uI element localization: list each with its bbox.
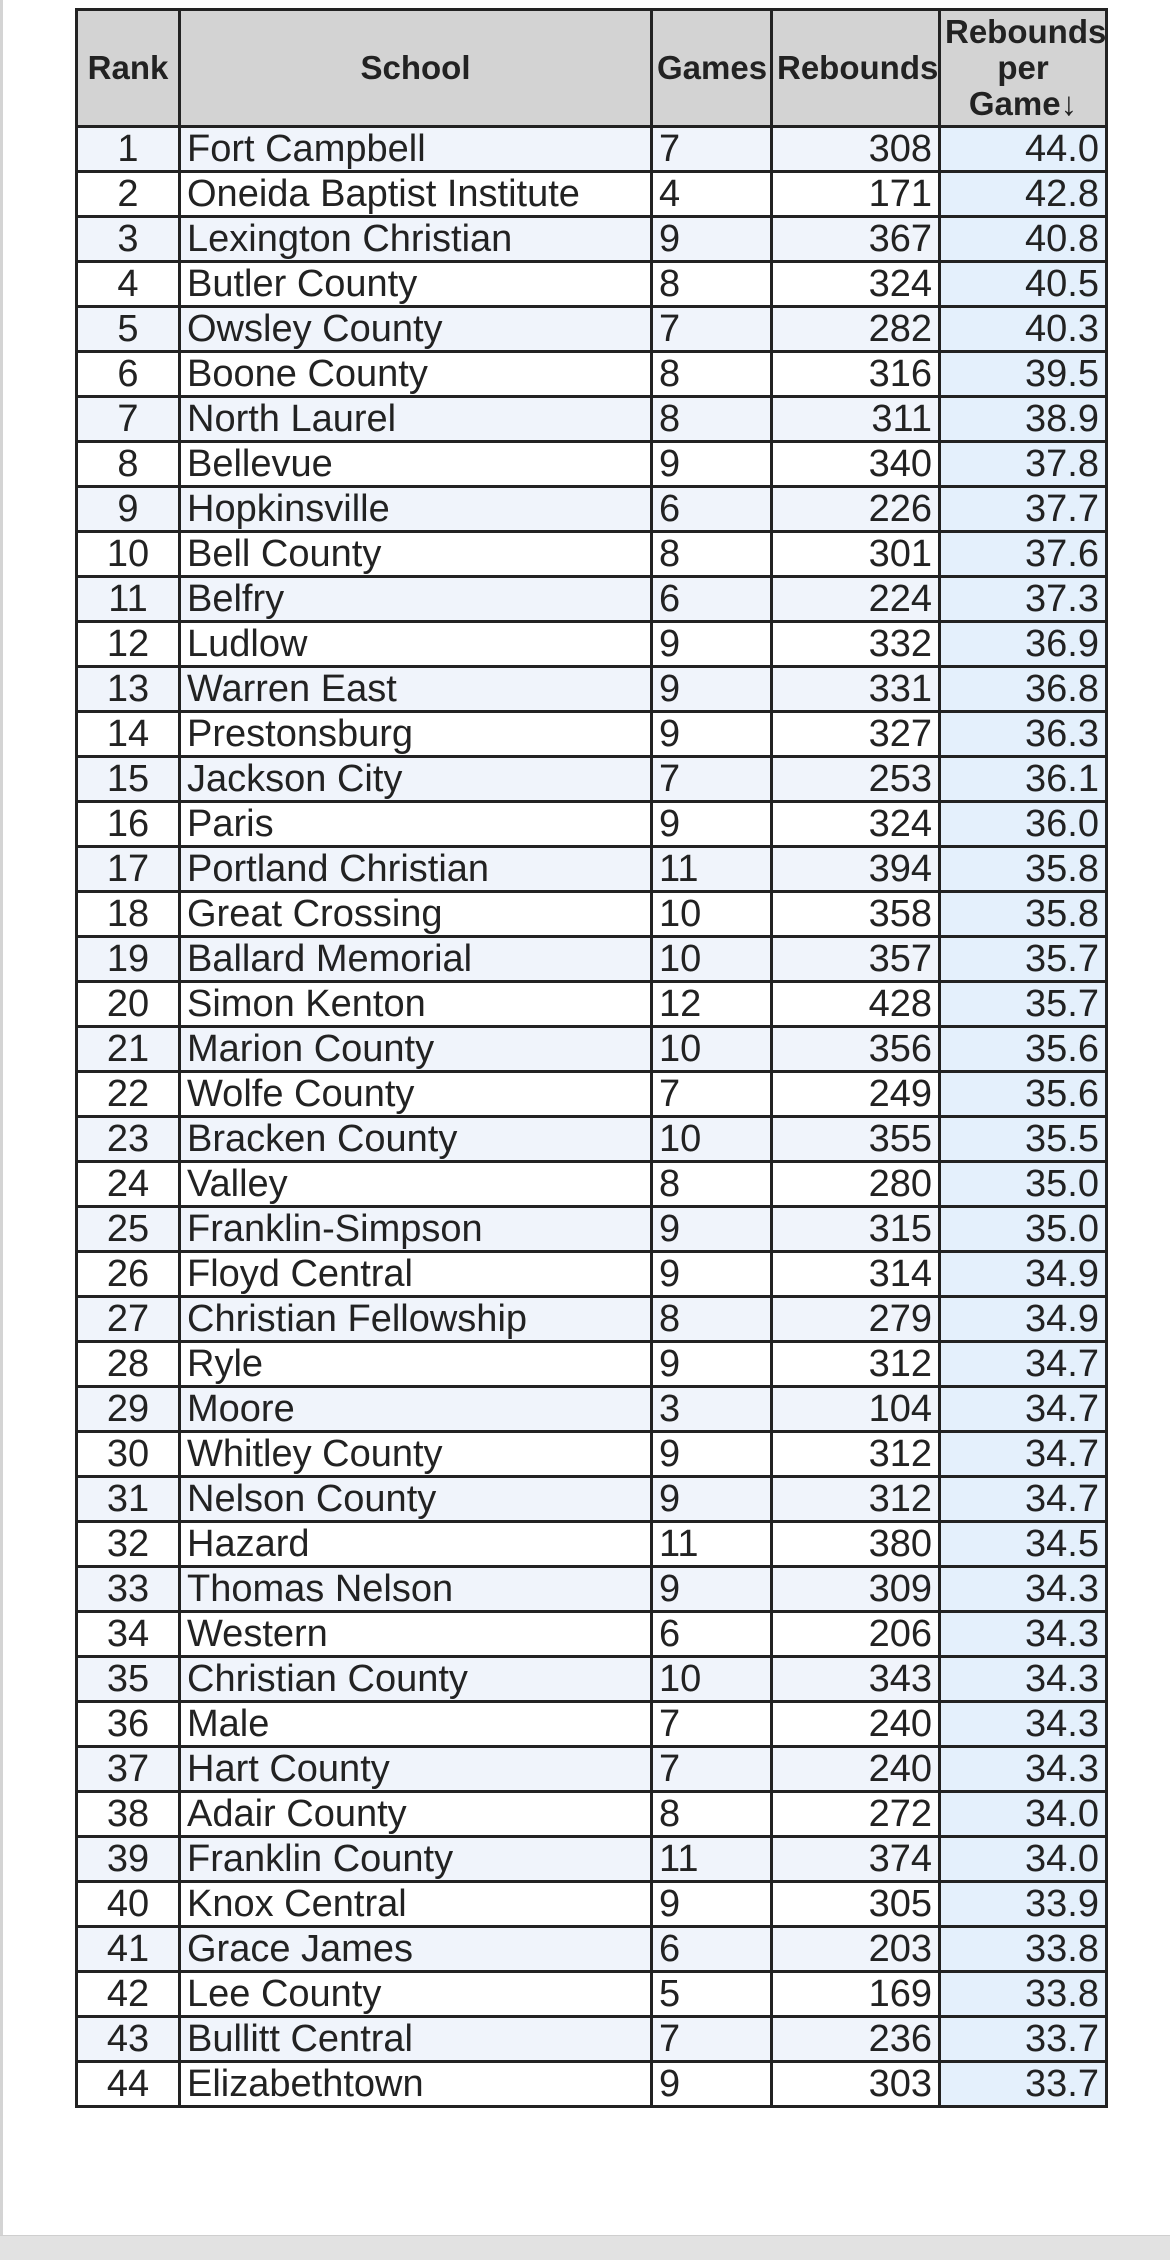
cell-rank: 8 [77,442,180,487]
table-row [77,1927,1107,1972]
cell-rpg: 35.7 [940,937,1107,982]
cell-rpg: 34.7 [940,1432,1107,1477]
cell-rpg: 35.7 [940,982,1107,1027]
header-games[interactable]: Games [652,10,772,127]
cell-rpg: 35.5 [940,1117,1107,1162]
table-row [77,1072,1107,1117]
cell-rank: 10 [77,532,180,577]
cell-rebounds: 343 [772,1657,940,1702]
cell-games: 9 [652,622,772,667]
cell-games: 11 [652,1522,772,1567]
cell-rebounds: 394 [772,847,940,892]
table-row [77,577,1107,622]
cell-rank: 1 [77,127,180,172]
table-row [77,847,1107,892]
table-row [77,982,1107,1027]
table-row [77,397,1107,442]
table-row [77,1342,1107,1387]
cell-rpg: 40.3 [940,307,1107,352]
header-rpg-line-2: per [997,49,1049,86]
cell-rebounds: 315 [772,1207,940,1252]
table-row [77,802,1107,847]
cell-rebounds: 224 [772,577,940,622]
cell-school: Lexington Christian [180,217,652,262]
cell-rpg: 42.8 [940,172,1107,217]
cell-school: Grace James [180,1927,652,1972]
cell-rank: 15 [77,757,180,802]
header-rank[interactable]: Rank [77,10,180,127]
cell-rebounds: 236 [772,2017,940,2062]
cell-rpg: 33.7 [940,2017,1107,2062]
table-row [77,1747,1107,1792]
table-row [77,1882,1107,1927]
cell-school: Owsley County [180,307,652,352]
cell-rank: 29 [77,1387,180,1432]
table-row [77,937,1107,982]
rebounds-table [75,8,1108,2108]
cell-rank: 9 [77,487,180,532]
cell-rpg: 34.5 [940,1522,1107,1567]
cell-school: Great Crossing [180,892,652,937]
cell-rpg: 40.8 [940,217,1107,262]
cell-games: 3 [652,1387,772,1432]
cell-rank: 33 [77,1567,180,1612]
cell-rank: 6 [77,352,180,397]
cell-school: Wolfe County [180,1072,652,1117]
cell-rpg: 37.8 [940,442,1107,487]
cell-rpg: 38.9 [940,397,1107,442]
cell-school: Franklin-Simpson [180,1207,652,1252]
cell-school: Christian County [180,1657,652,1702]
cell-school: Bracken County [180,1117,652,1162]
cell-rank: 7 [77,397,180,442]
cell-school: Elizabethtown [180,2062,652,2107]
cell-rpg: 37.6 [940,532,1107,577]
cell-games: 9 [652,802,772,847]
cell-games: 9 [652,1252,772,1297]
cell-school: Paris [180,802,652,847]
cell-games: 10 [652,937,772,982]
table-row [77,622,1107,667]
cell-school: Male [180,1702,652,1747]
table-row [77,172,1107,217]
cell-rebounds: 280 [772,1162,940,1207]
cell-rpg: 37.3 [940,577,1107,622]
cell-school: North Laurel [180,397,652,442]
cell-rebounds: 314 [772,1252,940,1297]
table-row [77,892,1107,937]
cell-games: 6 [652,1927,772,1972]
cell-rank: 11 [77,577,180,622]
cell-rebounds: 279 [772,1297,940,1342]
table-row [77,1972,1107,2017]
cell-rank: 32 [77,1522,180,1567]
cell-games: 7 [652,1072,772,1117]
header-school[interactable]: School [180,10,652,127]
cell-rebounds: 308 [772,127,940,172]
cell-rebounds: 374 [772,1837,940,1882]
cell-rank: 19 [77,937,180,982]
cell-games: 10 [652,1657,772,1702]
cell-games: 11 [652,847,772,892]
table-row [77,442,1107,487]
cell-games: 9 [652,667,772,712]
cell-rpg: 35.0 [940,1162,1107,1207]
cell-games: 7 [652,2017,772,2062]
cell-rpg: 34.9 [940,1297,1107,1342]
table-row [77,532,1107,577]
table-row [77,667,1107,712]
cell-games: 8 [652,1162,772,1207]
cell-rank: 26 [77,1252,180,1297]
cell-rpg: 34.3 [940,1747,1107,1792]
cell-school: Fort Campbell [180,127,652,172]
table-row [77,712,1107,757]
table-row [77,1432,1107,1477]
cell-games: 9 [652,1477,772,1522]
table-row [77,1567,1107,1612]
cell-rebounds: 428 [772,982,940,1027]
cell-games: 9 [652,442,772,487]
cell-rpg: 34.3 [940,1657,1107,1702]
cell-school: Ballard Memorial [180,937,652,982]
cell-school: Hazard [180,1522,652,1567]
cell-rebounds: 357 [772,937,940,982]
cell-rank: 38 [77,1792,180,1837]
cell-rank: 31 [77,1477,180,1522]
cell-rank: 14 [77,712,180,757]
cell-rebounds: 309 [772,1567,940,1612]
table-row [77,1027,1107,1072]
cell-rank: 44 [77,2062,180,2107]
table-body [77,127,1107,2107]
cell-rank: 37 [77,1747,180,1792]
cell-school: Oneida Baptist Institute [180,172,652,217]
table-row [77,1657,1107,1702]
cell-school: Bell County [180,532,652,577]
cell-games: 8 [652,352,772,397]
cell-rpg: 36.0 [940,802,1107,847]
cell-rank: 25 [77,1207,180,1252]
cell-games: 6 [652,1612,772,1657]
header-rebounds[interactable]: Rebounds [772,10,940,127]
cell-games: 8 [652,1792,772,1837]
cell-rank: 23 [77,1117,180,1162]
table-row [77,352,1107,397]
cell-rank: 22 [77,1072,180,1117]
table-row [77,1702,1107,1747]
cell-rpg: 34.9 [940,1252,1107,1297]
cell-school: Prestonsburg [180,712,652,757]
cell-rebounds: 340 [772,442,940,487]
table-row [77,2062,1107,2107]
cell-school: Belfry [180,577,652,622]
cell-games: 9 [652,1567,772,1612]
cell-games: 7 [652,127,772,172]
cell-rpg: 34.0 [940,1837,1107,1882]
cell-rank: 12 [77,622,180,667]
cell-games: 7 [652,1702,772,1747]
cell-school: Floyd Central [180,1252,652,1297]
cell-school: Butler County [180,262,652,307]
cell-school: Whitley County [180,1432,652,1477]
cell-rank: 30 [77,1432,180,1477]
cell-school: Portland Christian [180,847,652,892]
cell-rpg: 35.6 [940,1072,1107,1117]
table-row [77,1612,1107,1657]
cell-rebounds: 367 [772,217,940,262]
cell-games: 6 [652,487,772,532]
table-header-row [77,10,1107,127]
header-rebounds-per-game[interactable] [940,10,1107,127]
cell-games: 5 [652,1972,772,2017]
cell-rebounds: 324 [772,262,940,307]
cell-school: Warren East [180,667,652,712]
cell-rpg: 35.0 [940,1207,1107,1252]
table-row [77,1522,1107,1567]
cell-school: Christian Fellowship [180,1297,652,1342]
cell-rank: 21 [77,1027,180,1072]
table-row [77,1207,1107,1252]
cell-rpg: 34.3 [940,1702,1107,1747]
cell-rebounds: 312 [772,1477,940,1522]
cell-rank: 39 [77,1837,180,1882]
cell-rpg: 33.9 [940,1882,1107,1927]
cell-rebounds: 380 [772,1522,940,1567]
cell-games: 4 [652,172,772,217]
cell-rebounds: 316 [772,352,940,397]
cell-school: Ryle [180,1342,652,1387]
cell-rebounds: 358 [772,892,940,937]
cell-games: 7 [652,757,772,802]
table-row [77,1387,1107,1432]
cell-rpg: 34.3 [940,1567,1107,1612]
table-row [77,757,1107,802]
cell-rebounds: 249 [772,1072,940,1117]
cell-rank: 17 [77,847,180,892]
cell-rank: 24 [77,1162,180,1207]
cell-rank: 40 [77,1882,180,1927]
cell-rebounds: 332 [772,622,940,667]
cell-school: Marion County [180,1027,652,1072]
cell-rpg: 34.3 [940,1612,1107,1657]
cell-rpg: 33.7 [940,2062,1107,2107]
header-rpg-line-3-sort-indicator: Game↓ [968,85,1078,122]
header-rpg-line-1: Rebounds [945,13,1107,50]
cell-games: 8 [652,397,772,442]
cell-rebounds: 312 [772,1342,940,1387]
cell-school: Knox Central [180,1882,652,1927]
cell-school: Thomas Nelson [180,1567,652,1612]
cell-rank: 41 [77,1927,180,1972]
cell-rank: 4 [77,262,180,307]
cell-games: 7 [652,1747,772,1792]
table-row [77,1117,1107,1162]
cell-rank: 16 [77,802,180,847]
table-row [77,1252,1107,1297]
cell-games: 9 [652,1432,772,1477]
cell-school: Franklin County [180,1837,652,1882]
cell-rank: 13 [77,667,180,712]
cell-rank: 27 [77,1297,180,1342]
table-row [77,1792,1107,1837]
cell-games: 11 [652,1837,772,1882]
cell-rebounds: 312 [772,1432,940,1477]
table-row [77,1162,1107,1207]
stats-table-container [75,8,1105,2108]
cell-rpg: 33.8 [940,1927,1107,1972]
cell-school: Ludlow [180,622,652,667]
cell-rebounds: 356 [772,1027,940,1072]
cell-rpg: 44.0 [940,127,1107,172]
horizontal-scrollbar[interactable] [0,2235,1170,2260]
cell-rpg: 35.8 [940,892,1107,937]
cell-rebounds: 327 [772,712,940,757]
cell-rebounds: 203 [772,1927,940,1972]
cell-school: Adair County [180,1792,652,1837]
page-left-border [0,0,3,2235]
cell-rank: 28 [77,1342,180,1387]
cell-games: 9 [652,2062,772,2107]
table-row [77,127,1107,172]
cell-school: Lee County [180,1972,652,2017]
cell-rebounds: 303 [772,2062,940,2107]
table-row [77,487,1107,532]
table-row [77,1477,1107,1522]
cell-rank: 36 [77,1702,180,1747]
cell-games: 8 [652,1297,772,1342]
cell-school: Boone County [180,352,652,397]
cell-school: Hopkinsville [180,487,652,532]
cell-rebounds: 324 [772,802,940,847]
cell-rpg: 35.8 [940,847,1107,892]
cell-rebounds: 331 [772,667,940,712]
cell-rebounds: 240 [772,1702,940,1747]
cell-rpg: 40.5 [940,262,1107,307]
table-row [77,307,1107,352]
cell-games: 8 [652,262,772,307]
cell-rpg: 34.0 [940,1792,1107,1837]
cell-rank: 3 [77,217,180,262]
cell-games: 9 [652,1207,772,1252]
cell-games: 6 [652,577,772,622]
cell-games: 10 [652,1027,772,1072]
cell-rank: 35 [77,1657,180,1702]
table-row [77,1837,1107,1882]
cell-rebounds: 301 [772,532,940,577]
cell-games: 10 [652,1117,772,1162]
cell-rpg: 34.7 [940,1387,1107,1432]
cell-rebounds: 171 [772,172,940,217]
cell-rank: 5 [77,307,180,352]
cell-school: Bellevue [180,442,652,487]
cell-rpg: 33.8 [940,1972,1107,2017]
cell-games: 9 [652,1882,772,1927]
cell-rpg: 36.1 [940,757,1107,802]
cell-games: 12 [652,982,772,1027]
cell-rpg: 36.9 [940,622,1107,667]
table-row [77,262,1107,307]
cell-rebounds: 282 [772,307,940,352]
cell-games: 9 [652,217,772,262]
cell-rpg: 36.3 [940,712,1107,757]
table-row [77,1297,1107,1342]
cell-rank: 43 [77,2017,180,2062]
cell-rebounds: 104 [772,1387,940,1432]
cell-rebounds: 169 [772,1972,940,2017]
cell-rebounds: 206 [772,1612,940,1657]
cell-rank: 34 [77,1612,180,1657]
cell-school: Simon Kenton [180,982,652,1027]
cell-rebounds: 240 [772,1747,940,1792]
table-row [77,2017,1107,2062]
cell-school: Moore [180,1387,652,1432]
cell-games: 9 [652,1342,772,1387]
cell-rank: 42 [77,1972,180,2017]
cell-school: Jackson City [180,757,652,802]
cell-rpg: 37.7 [940,487,1107,532]
cell-rpg: 39.5 [940,352,1107,397]
cell-rebounds: 355 [772,1117,940,1162]
cell-games: 7 [652,307,772,352]
cell-rank: 18 [77,892,180,937]
cell-rank: 20 [77,982,180,1027]
cell-rpg: 34.7 [940,1342,1107,1387]
cell-games: 9 [652,712,772,757]
cell-school: Hart County [180,1747,652,1792]
cell-rpg: 34.7 [940,1477,1107,1522]
cell-rebounds: 226 [772,487,940,532]
cell-rank: 2 [77,172,180,217]
cell-games: 10 [652,892,772,937]
cell-rpg: 35.6 [940,1027,1107,1072]
cell-school: Bullitt Central [180,2017,652,2062]
table-row [77,217,1107,262]
cell-rpg: 36.8 [940,667,1107,712]
cell-school: Valley [180,1162,652,1207]
cell-rebounds: 311 [772,397,940,442]
cell-games: 8 [652,532,772,577]
cell-rebounds: 305 [772,1882,940,1927]
cell-rebounds: 253 [772,757,940,802]
cell-rebounds: 272 [772,1792,940,1837]
cell-school: Nelson County [180,1477,652,1522]
cell-school: Western [180,1612,652,1657]
